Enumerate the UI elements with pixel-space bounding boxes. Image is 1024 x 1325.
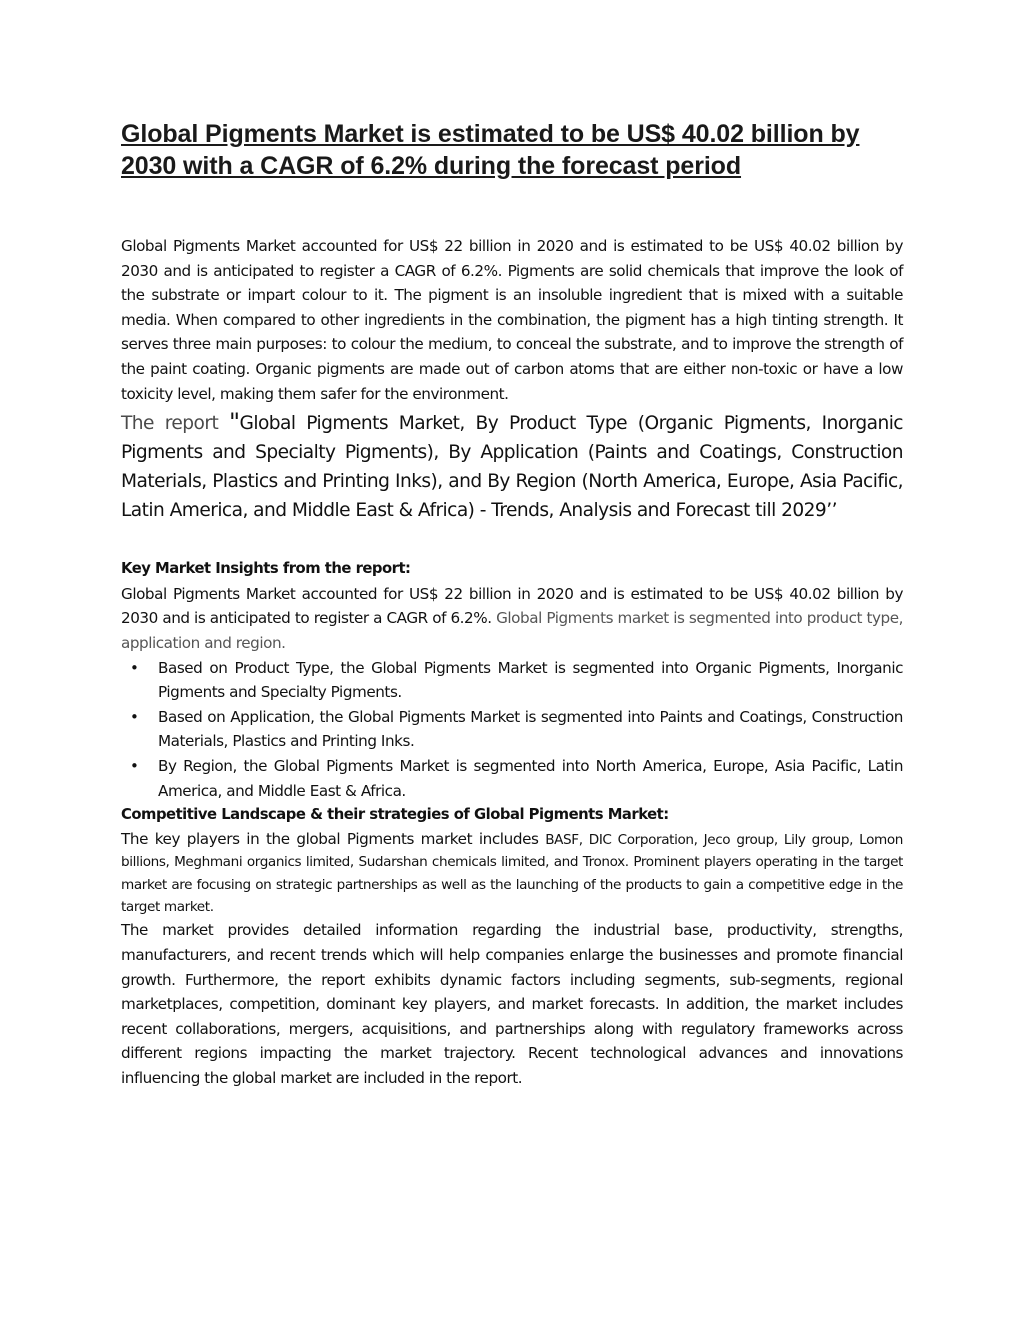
report-title-text: Global Pigments Market, By Product Type (Organic Pigments, Inorganic Pigments and Specialty Pigments), By Application (Paints and Coatings, Construction Materials, Plastics and Printing Inks), and By Region (North America, Europe, Asia Pacific, Latin America, and Middle East & Africa) - Trends, Analysis and Forecast till 2029’’ [121, 413, 903, 522]
key-insights-main-text: Global Pigments Market accounted for US$ 22 billion in 2020 and is estimated to be US$ 40.02 billion by 2030 and is anticipated to register a CAGR of 6.2%. [121, 584, 903, 628]
competitive-players-text: BASF, DIC Corporation, Jeco group, Lily group, Lomon billions, Meghmani organics limited, Sudarshan chemicals limited, and Tronox. Prominent players operating in the target market are focusing on strategic partnerships as well as the launching of the products to gain a competitive edge in the target market. [121, 831, 903, 915]
segment-bullet-list [121, 656, 903, 804]
list-item [121, 754, 903, 803]
bullet-text: By Region, the Global Pigments Market is segmented into North America, Europe, Asia Pacific, Latin America, and Middle East & Africa. [158, 756, 903, 800]
report-description [121, 408, 903, 525]
bullet-icon: • [130, 707, 139, 726]
competitive-heading: Competitive Landscape & their strategies of Global Pigments Market: [121, 806, 669, 824]
report-open-quote: " [229, 408, 240, 437]
key-insights-segment-text: Global Pigments market is segmented into product type, application and region. [121, 609, 903, 652]
intro-paragraph: Global Pigments Market accounted for US$ 22 billion in 2020 and is estimated to be US$ 40.02 billion by 2030 and is anticipated to register a CAGR of 6.2%. Pigments are solid chemicals that improve the look of the substrate or impart colour to it. The pigment is an insoluble ingredient that is mixed with a suitable media. When compared to other ingredients in the combination, the pigment has a high tinting strength. It serves three main purposes: to colour the medium, to conceal the substrate, and to improve the strength of the paint coating. Organic pigments are made out of carbon atoms that are either non-toxic or have a low toxicity level, making them safer for the environment. [121, 237, 903, 403]
page-title: Global Pigments Market is estimated to be US$ 40.02 billion by 2030 with a CAGR of 6.2% during the forecast period [121, 120, 860, 180]
list-item [121, 705, 903, 754]
closing-paragraph: The market provides detailed information regarding the industrial base, productivity, strengths, manufacturers, and recent trends which will help companies enlarge the businesses and promote financial growth. Furthermore, the report exhibits dynamic factors including segments, sub-segments, regional marketplaces, competition, dominant key players, and market forecasts. In addition, the market includes recent collaborations, mergers, acquisitions, and partnerships along with regulatory frameworks across different regions impacting the market trajectory. Recent technological advances and innovations influencing the global market are included in the report. [121, 921, 903, 1087]
bullet-icon: • [130, 658, 139, 677]
document-page [121, 118, 903, 1090]
competitive-paragraph [121, 828, 903, 919]
list-item [121, 656, 903, 705]
bullet-icon: • [130, 756, 139, 775]
bullet-text: Based on Product Type, the Global Pigments Market is segmented into Organic Pigments, Inorganic Pigments and Specialty Pigments. [158, 658, 903, 702]
key-insights-paragraph [121, 582, 903, 656]
key-insights-heading: Key Market Insights from the report: [121, 560, 411, 578]
bullet-text: Based on Application, the Global Pigments Market is segmented into Paints and Coatings, Construction Materials, Plastics and Printing Inks. [158, 707, 903, 751]
report-lead-text: The report [121, 413, 229, 435]
competitive-lead-text: The key players in the global Pigments market includes [121, 829, 546, 848]
